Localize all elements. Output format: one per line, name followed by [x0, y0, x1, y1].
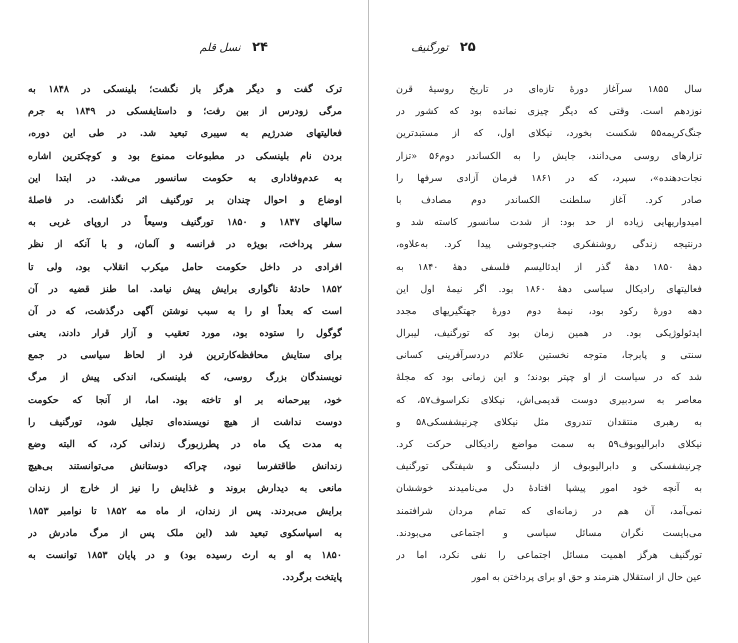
left-page	[0, 0, 368, 643]
text-line: اوضاع و احوال چندان بر تورگنیف اثر نگذاشت. در فاصلهٔ	[28, 194, 342, 206]
left-page-header	[200, 40, 268, 55]
text-line: است که بعداً او را به سبب نوشتن آگهی درگذشت، که در آن	[28, 305, 342, 317]
body-text	[28, 79, 342, 589]
text-line: به مدت یک ماه در پطرزبورگ زندانی کرد، که البته وضع	[28, 439, 342, 450]
text-line: ۱۸۵۰ به او به ارث رسیده بود) و در پایان ۱۸۵۳ توانست به	[28, 549, 342, 561]
text-line: به آنچه خود امور پیشپا افتادهٔ دل می‌نامیدند خوششان	[396, 483, 702, 495]
text-line: افرادی در داخل حکومت حامل میکرب انقلاب بود، ولی تا	[28, 261, 342, 273]
text-line: امیدواریهایی زیاده از حد بود: از شدت سانسور کاسته شد و	[396, 217, 702, 229]
text-line: به عدم‌وفاداری به حکومت سانسور می‌شد. در ابتدا این	[28, 172, 342, 184]
text-line: تورگنیف هرگز اهمیت مسائل اجتماعی را نفی نکرد، اما در	[396, 549, 702, 561]
text-line: بردن نام بلینسکی در مطبوعات ممنوع بود و کوچکترین اشاره	[28, 150, 342, 162]
text-line: زندانش طاقتفرسا نبود، چراکه دوستانش می‌توانستند بی‌هیچ	[28, 461, 342, 473]
running-title: نسل قلم	[199, 41, 241, 54]
text-line: سفر پرداخت، بویژه در فرانسه و آلمان، و با آنکه از نظر	[28, 239, 342, 251]
text-line: پایتخت برگردد.	[282, 572, 342, 584]
text-line: دوست نداشت از هیچ نویسنده‌ای تجلیل شود، تورگنیف را	[28, 416, 342, 428]
text-line: ۱۸۵۲ حادثهٔ ناگواری برایش پیش نیامد. اما طنز قضیه در آن	[28, 283, 342, 295]
right-page	[369, 0, 738, 643]
text-line: نمی‌آمد، آن هم در زمانه‌ای که تمام مردان شرافتمند	[396, 505, 702, 517]
running-title: تورگنیف	[411, 41, 449, 54]
text-line: مانعی به دیدارش بروند و غذایش را نیز از خارج از زندان	[28, 483, 342, 495]
text-line: نجات‌دهنده»، سپرد، که در ۱۸۶۱ فرمان آزادی سرفها را	[396, 172, 702, 184]
text-line: دهه دورهٔ رکود بود، نیمهٔ دوم دورهٔ جهتگیریهای مجدد	[396, 305, 702, 317]
text-line: فعالیتهای رادیکال سیاسی دههٔ ۱۸۶۰ بود. اگر نیمهٔ اول این	[396, 283, 702, 295]
text-line: درنتیجه زندگی روشنفکری جنب‌وجوشی پیدا کرد. به‌علاوه،	[396, 239, 702, 251]
text-line: چرنیشفسکی و دابرالیوبوف از دلبستگی و شیفتگی تورگنیف	[396, 461, 702, 473]
text-line: تزارهای روسی می‌دانند، جایش را به الکساندر دوم۵۶ «تزار	[396, 150, 702, 162]
text-line: می‌بایست نگران مسائل سیاسی و اجتماعی می‌بودند.	[396, 527, 702, 539]
text-line: عین حال از استقلال هنرمند و حق او برای پرداختن به امور	[471, 572, 702, 584]
text-line: دههٔ ۱۸۵۰ دههٔ گذر از ایدئالیسم فلسفی دههٔ ۱۸۴۰ به	[396, 261, 702, 273]
text-line: ایدئولوژیکی بود. در همین زمان بود که تورگنیف، لیبرال	[396, 328, 702, 340]
text-line: سنتی و پابرجا، متوجه نخستین علائم دردسرآفرینی کسانی	[396, 350, 702, 362]
text-line: برای ستایش محافظه‌کارترین فرد از لحاظ سیاسی در جمع	[28, 350, 342, 362]
text-line: نوزدهم است. وقتی که دیگر چیزی نمانده بود که کشور در	[396, 106, 702, 118]
text-line: جنگ‌کریمه۵۵ شکست بخورد، نیکلای اول، که از مستبدترین	[396, 128, 702, 140]
text-line: نیکلای دابرالیوبوف۵۹ به سمت مواضع رادیکالی حرکت کرد.	[396, 439, 702, 450]
text-line: شد که در سیاست از او چپتر بودند؛ و این زمانی بود که مجلهٔ	[396, 372, 702, 384]
text-line: فعالیتهای ضدرژیم به سیبری تبعید شد. در طی این دوره،	[28, 128, 342, 140]
text-line: گوگول را ستوده بود، مورد تعقیب و آزار قرار دادند، یعنی	[28, 328, 342, 340]
text-line: برایش می‌بردند. پس از زندان، از ماه مه ۱۸۵۲ تا نوامبر ۱۸۵۳	[28, 505, 342, 517]
text-line: به رهبری منتقدان تندروی مثل نیکلای چرنیشفسکی۵۸ و	[396, 416, 702, 428]
text-line: خود، بیرحمانه بر او تاخته بود. اما، از آنجا که حکومت	[28, 394, 342, 406]
page-number: ۲۴	[252, 40, 268, 55]
text-line: صادر کرد. آغاز سلطنت الکساندر دوم مصادف با	[396, 194, 702, 206]
text-line: سالهای ۱۸۴۷ و ۱۸۵۰ تورگنیف وسیعاً در اروپای غربی به	[28, 217, 342, 229]
right-page-header	[411, 40, 476, 55]
page-number: ۲۵	[459, 40, 476, 55]
text-line: مرگی زودرس از بین رفت؛ و داستایفسکی در ۱۸۴۹ به جرم	[28, 106, 342, 118]
text-line: ترک گفت و دیگر هرگز باز نگشت؛ بلینسکی در ۱۸۴۸ به	[28, 84, 342, 95]
text-line: به اسپاسکوی تبعید شد (این ملک پس از مرگ مادرش در	[28, 527, 342, 539]
body-text	[396, 79, 702, 589]
text-line: سال ۱۸۵۵ سرآغاز دورهٔ تازه‌ای در تاریخ روسیهٔ قرن	[396, 84, 702, 95]
text-line: نویسندگان بزرگ روسی، که بلینسکی، اندکی پیش از مرگ	[28, 372, 342, 384]
text-line: معاصر به سردبیری دوست قدیمی‌اش، نیکلای نکراسوف۵۷، که	[396, 394, 702, 406]
